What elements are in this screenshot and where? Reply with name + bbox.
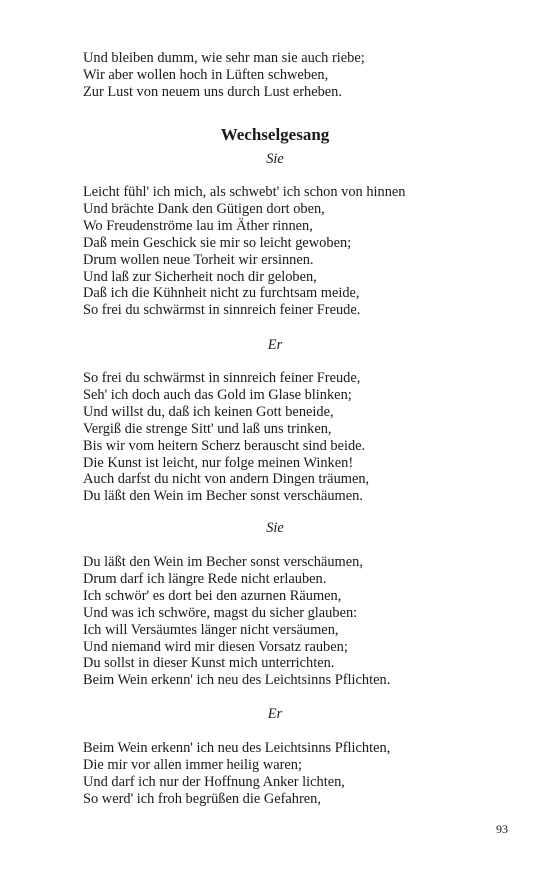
- speaker-label: Sie: [266, 151, 284, 167]
- poem-line: Ich will Versäumtes länger nicht versäumen,: [83, 621, 339, 638]
- stanza-3: [83, 554, 390, 689]
- poem-line: Seh' ich doch auch das Gold im Glase blinken;: [83, 386, 352, 403]
- poem-line: Beim Wein erkenn' ich neu des Leichtsinns Pflichten,: [83, 740, 391, 756]
- poem-line: Bis wir vom heitern Scherz berauscht sind beide.: [83, 437, 366, 454]
- poem-line: So werd' ich froh begrüßen die Gefahren,: [83, 790, 321, 807]
- poem-line: Du läßt den Wein im Becher sonst verschäumen,: [83, 554, 363, 570]
- poem-line: Und niemand wird mir diesen Vorsatz rauben;: [83, 638, 348, 655]
- stanza-1: [83, 184, 406, 319]
- poem-line: Und was ich schwöre, magst du sicher glauben:: [83, 604, 358, 621]
- poem-line: So frei du schwärmst in sinnreich feiner Freude.: [83, 302, 361, 319]
- poem-line: Und brächte Dank den Gütigen dort oben,: [83, 200, 325, 217]
- poem-line: Die mir vor allen immer heilig waren;: [83, 756, 302, 773]
- poem-title: Wechselgesang: [220, 125, 330, 144]
- poem-line: Drum darf ich längre Rede nicht erlauben.: [83, 570, 327, 587]
- speaker-label: Sie: [266, 520, 284, 536]
- page-number: 93: [496, 822, 508, 836]
- poem-line: Daß mein Geschick sie mir so leicht gewoben;: [83, 234, 352, 251]
- stanza-4: [83, 740, 390, 808]
- poem-line: Beim Wein erkenn' ich neu des Leichtsinns Pflichten.: [83, 672, 391, 689]
- poem-line: Daß ich die Kühnheit nicht zu furchtsam meide,: [83, 285, 360, 302]
- poem-line: So frei du schwärmst in sinnreich feiner Freude,: [83, 370, 361, 386]
- poem-line: Und laß zur Sicherheit noch dir geloben,: [83, 268, 317, 285]
- poem-line: Leicht fühl' ich mich, als schwebt' ich schon von hinnen: [83, 184, 406, 200]
- poem-line: Vergiß die strenge Sitt' und laß uns trinken,: [83, 420, 332, 437]
- poem-line: Auch darfst du nicht von andern Dingen träumen,: [83, 471, 370, 488]
- poem-line: Ich schwör' es dort bei den azurnen Räumen,: [83, 587, 342, 604]
- poem-line: Und bleiben dumm, wie sehr man sie auch riebe;: [83, 50, 365, 66]
- opening-stanza: [83, 50, 365, 101]
- poem-line: Und willst du, daß ich keinen Gott beneide,: [83, 403, 334, 420]
- poem-line: Du sollst in dieser Kunst mich unterrichten.: [83, 655, 335, 672]
- poem-line: Zur Lust von neuem uns durch Lust erheben.: [83, 83, 342, 100]
- poem-line: Wo Freudenströme lau im Äther rinnen,: [83, 217, 313, 234]
- poem-line: Wir aber wollen hoch in Lüften schweben,: [83, 66, 329, 83]
- poem-line: Du läßt den Wein im Becher sonst verschäumen.: [83, 488, 363, 505]
- poem-line: Drum wollen neue Torheit wir ersinnen.: [83, 251, 314, 268]
- poem-line: Und darf ich nur der Hoffnung Anker lichten,: [83, 773, 345, 790]
- poem-line: Die Kunst ist leicht, nur folge meinen Winken!: [83, 454, 354, 471]
- stanza-2: [83, 370, 369, 505]
- speaker-label: Er: [267, 706, 283, 722]
- speaker-label: Er: [267, 337, 283, 353]
